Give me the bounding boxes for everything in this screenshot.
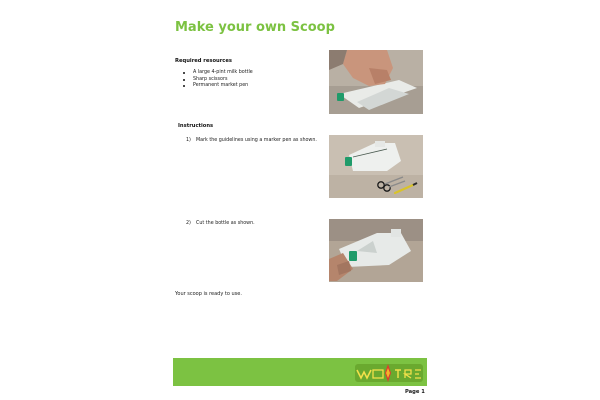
photo-hand-on-milk-bottle <box>329 50 423 114</box>
resource-item: Permanent market pen <box>176 83 253 90</box>
closing-text: Your scoop is ready to use. <box>175 291 242 297</box>
instructions-heading: Instructions <box>178 123 214 129</box>
step-text: Cut the bottle as shown. <box>196 221 255 226</box>
resource-item: Sharp scissors <box>176 77 253 84</box>
step-number: 2) <box>186 221 191 226</box>
step-number: 1) <box>186 138 191 143</box>
resources-heading: Required resources <box>175 58 232 64</box>
footer-logo <box>355 362 423 384</box>
resources-list <box>176 70 253 90</box>
photo-cut-bottle-scoop <box>329 219 423 282</box>
resource-item: A large 4-pint milk bottle <box>176 70 253 77</box>
page-title: Make your own Scoop <box>175 20 335 35</box>
photo-bottle-marked-with-scissors-and-pen <box>329 135 423 198</box>
instruction-step-2 <box>186 221 255 226</box>
page-number: Page 1 <box>405 389 425 395</box>
instruction-step-1 <box>186 138 317 143</box>
step-text: Mark the guidelines using a marker pen as shown. <box>196 138 317 143</box>
